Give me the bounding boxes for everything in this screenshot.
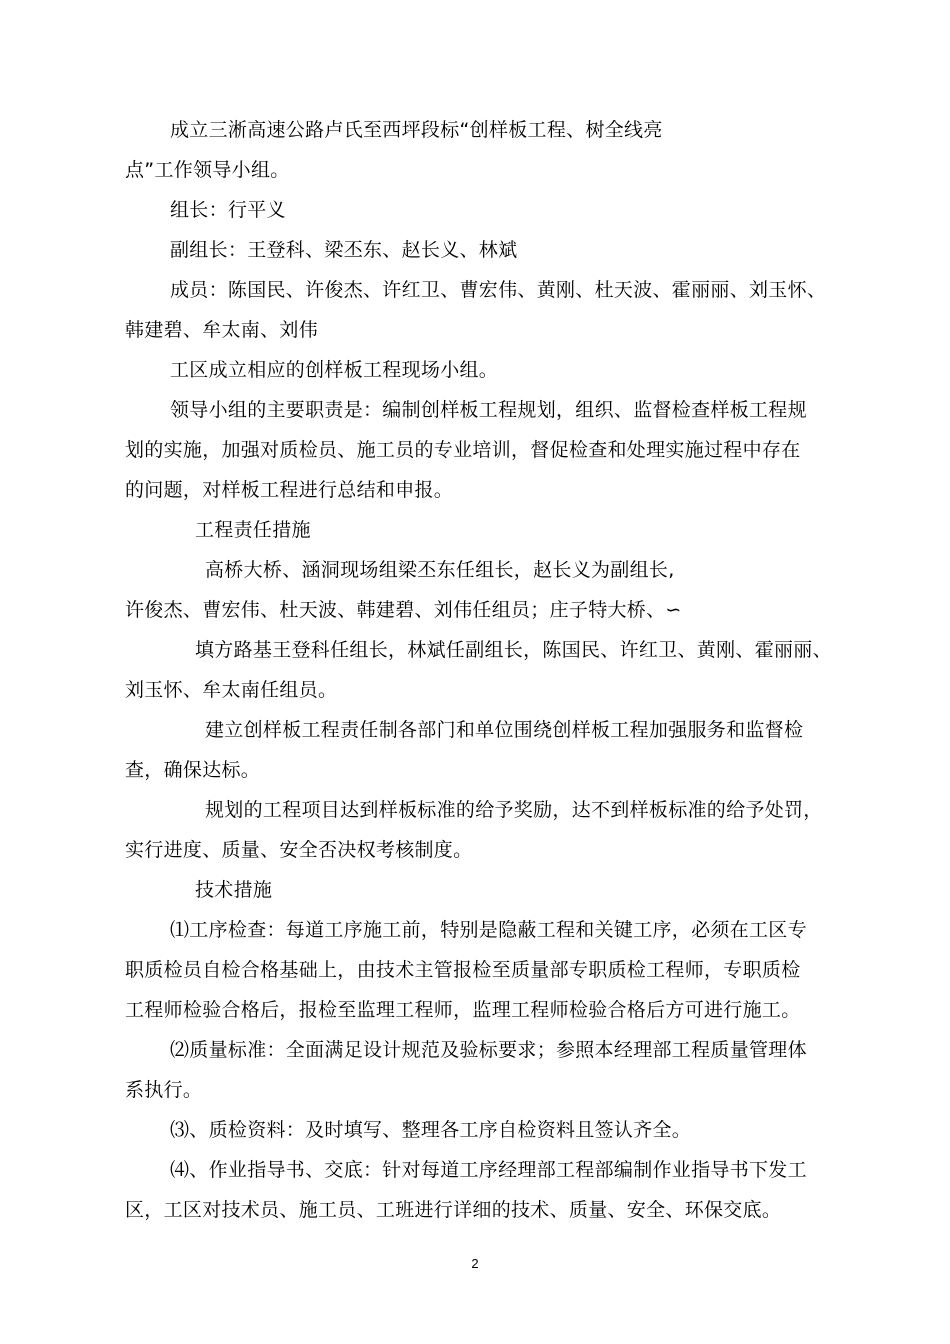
text-line: 成立三淅高速公路卢氏至西坪段标“创样板工程、树全线亮 [170,119,663,141]
text-line: 的问题，对样板工程进行总结和申报。 [125,479,454,501]
page-number: 2 [471,1256,479,1271]
text-line: 高桥大桥、涵洞现场组梁丕东任组长，赵长义为副组长, [205,559,675,581]
text-line: 刘玉怀、牟太南任组员。 [125,679,338,701]
text-line: 填方路基王登科任组长，林斌任副组长，陈国民、许红卫、黄刚、霍丽丽、 [195,639,832,661]
text-line: 规划的工程项目达到样板标准的给予奖励，达不到样板标准的给予处罚， [205,799,823,821]
text-line: 划的实施，加强对质检员、施工员的专业培训，督促检查和处理实施过程中存在 [125,439,801,461]
text-line: 组长：行平义 [170,199,286,221]
text-line: 查，确保达标。 [125,759,261,781]
text-line: ⑶、质检资料：及时填写、整理各工序自检资料且签认齐全。 [170,1119,692,1141]
text-line: 工程师检验合格后，报检至监理工程师，监理工程师检验合格后方可进行施工。 [125,999,801,1021]
text-line: 领导小组的主要职责是：编制创样板工程规划，组织、监督检查样板工程规 [170,399,807,421]
text-line: 许俊杰、曹宏伟、杜天波、韩建碧、刘伟任组员；庄子特大桥、∽ [125,599,682,621]
section-heading: 工程责任措施 [195,519,311,541]
text-line: 成员：陈国民、许俊杰、许红卫、曹宏伟、黄刚、杜天波、霍丽丽、刘玉怀、 [170,279,827,301]
text-line: ⑷、作业指导书、交底：针对每道工序经理部工程部编制作业指导书下发工 [170,1159,807,1181]
text-line: 实行进度、质量、安全否决权考核制度。 [125,839,473,861]
text-line: 点”工作领导小组。 [125,159,290,181]
section-heading: 技术措施 [195,879,273,901]
text-line: 职质检员自检合格基础上，由技术主管报检至质量部专职质检工程师，专职质检 [125,959,801,981]
text-line: ⑴工序检查：每道工序施工前，特别是隐蔽工程和关键工序，必须在工区专 [170,919,807,941]
text-line: 工区成立相应的创样板工程现场小组。 [170,359,499,381]
text-line: 系执行。 [125,1079,203,1101]
text-line: 区，工区对技术员、施工员、工班进行详细的技术、质量、安全、环保交底。 [125,1199,782,1221]
text-line: ⑵质量标准：全面满足设计规范及验标要求；参照本经理部工程质量管理体 [170,1039,807,1061]
text-line: 建立创样板工程责任制各部门和单位围绕创样板工程加强服务和监督检 [205,719,804,741]
text-line: 副组长：王登科、梁丕东、赵长义、林斌 [170,239,518,261]
text-line: 韩建碧、牟太南、刘伟 [125,319,319,341]
